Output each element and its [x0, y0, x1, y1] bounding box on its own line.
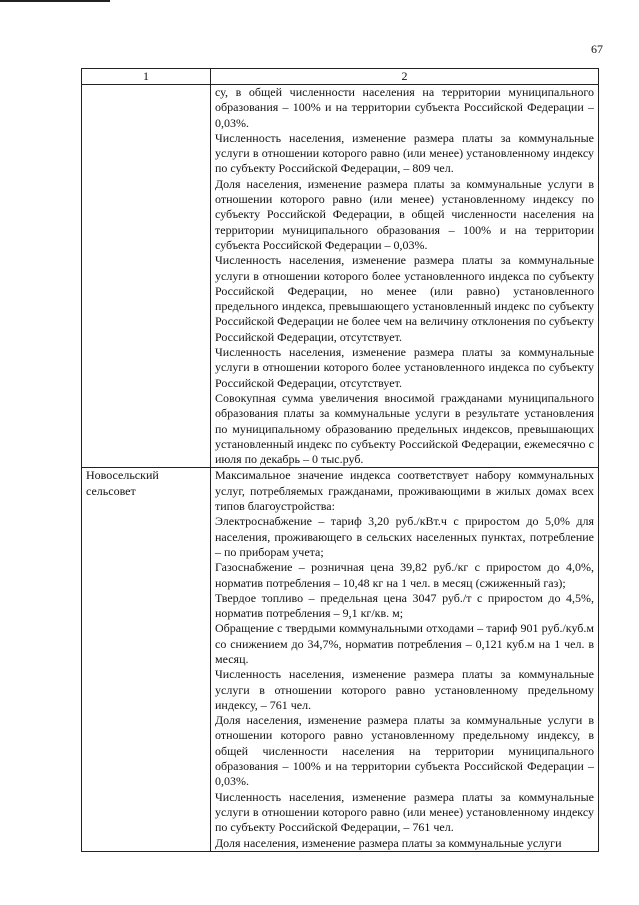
description-paragraph: Обращение с твердыми коммунальными отходами – тариф 901 руб./куб.м со снижением до 34,7%, норматив потребления – 0,121 куб.м на 1 чел. в месяц. — [215, 621, 594, 666]
description-paragraph: Доля населения, изменение размера платы за коммунальные услуги — [215, 835, 562, 850]
description-paragraph: Численность населения, изменение размера платы за коммунальные услуги в отношении которого более установленного индекса по субъекту Российской Федерации, отсутствует. — [215, 345, 594, 390]
description-cell — [211, 85, 599, 468]
table-row — [82, 468, 599, 851]
document-table — [81, 68, 599, 852]
description-paragraph: Численность населения, изменение размера платы за коммунальные услуги в отношении которого равно (или менее) установленному индексу по субъекту Российской Федерации, – 761 чел. — [215, 789, 594, 835]
region-name: Новосельский сельсовет — [86, 468, 159, 498]
description-paragraph: Численность населения, изменение размера платы за коммунальные услуги в отношении которого равно установленному предельному индексу, – 761 чел. — [215, 667, 594, 712]
description-paragraph: Твердое топливо – предельная цена 3047 руб./т с приростом до 4,5%, норматив потребления – 9,1 кг/кв. м; — [215, 590, 594, 621]
table-header-row — [82, 69, 599, 85]
column-header-2: 2 — [211, 69, 599, 85]
description-paragraph: Максимальное значение индекса соответствует набору коммунальных услуг, потребляемых гражданами, проживающими в жилых домах всех типов благоустройства: — [215, 468, 594, 514]
table-row — [82, 85, 599, 468]
region-cell — [82, 468, 211, 851]
description-paragraph: су, в общей численности населения на территории муниципального образования – 100% и на территории субъекта Российской Федерации – 0,03%. — [215, 85, 594, 130]
page-number: 67 — [591, 42, 603, 56]
description-paragraph: Численность населения, изменение размера платы за коммунальные услуги в отношении которого равно (или менее) установленному индексу по субъекту Российской Федерации, – 809 чел. — [215, 130, 594, 176]
description-paragraph: Численность населения, изменение размера платы за коммунальные услуги в отношении которого более установленного индекса по субъекту Российской Федерации, но менее (или равно) установленного предельного индекса, превышающего установленный индекс по субъекту Российской Федерации не более чем на величину отклонения по субъекту Российской Федерации, отсутствует. — [215, 253, 594, 344]
description-paragraph: Совокупная сумма увеличения вносимой гражданами муниципального образования платы за коммунальные услуги в результате установления по муниципальному образованию предельных индексов, превышающих установленный индекс по субъекту Российской Федерации, ежемесячно с июля по декабрь – 0 тыс.руб. — [215, 390, 594, 467]
scan-edge-mark — [0, 0, 110, 2]
column-header-1: 1 — [82, 69, 211, 85]
description-paragraph: Электроснабжение – тариф 3,20 руб./кВт.ч с приростом до 5,0% для населения, проживающего в сельских населенных пунктах, потребление – по приборам учета; — [215, 514, 594, 559]
region-cell — [82, 85, 211, 468]
description-paragraph: Доля населения, изменение размера платы за коммунальные услуги в отношении которого равно (или менее) установленному индексу по субъекту Российской Федерации, в общей численности населения на территории муниципального образования – 100% и на территории субъекта Российской Федерации – 0,03%. — [215, 176, 594, 252]
description-cell — [211, 468, 599, 851]
description-paragraph: Доля населения, изменение размера платы за коммунальные услуги в отношении которого равно установленному предельному индексу, в общей численности населения на территории муниципального образования – 100% и на территории субъекта Российской Федерации – 0,03%. — [215, 713, 594, 789]
description-paragraph: Газоснабжение – розничная цена 39,82 руб./кг с приростом до 4,0%, норматив потребления – 10,48 кг на 1 чел. в месяц (сжиженный газ); — [215, 560, 594, 590]
